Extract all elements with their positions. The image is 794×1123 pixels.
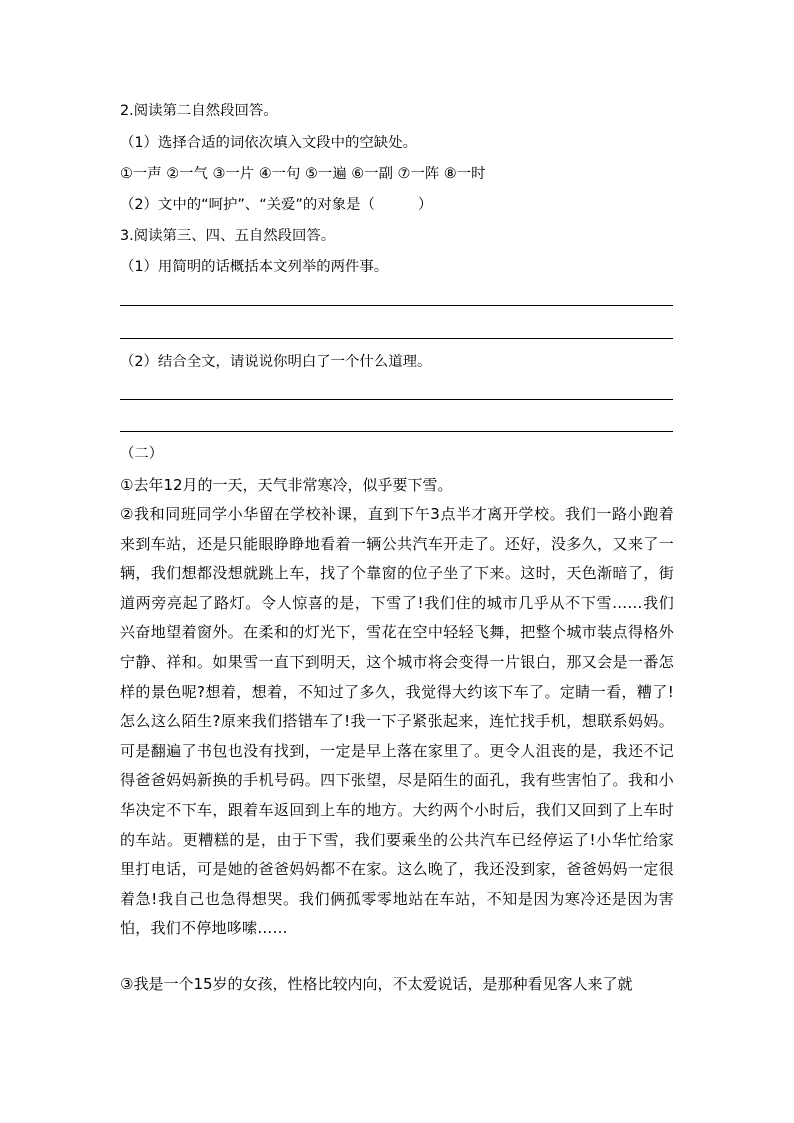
answer-line[interactable] [120, 305, 673, 306]
question-3-2: （2）结合全文，请说说你明白了一个什么道理。 [120, 354, 432, 370]
question-2-options: ①一声 ②一气 ③一片 ④一句 ⑤一遍 ⑥一副 ⑦一阵 ⑧一时 [120, 166, 486, 182]
passage-paragraph-1: ①去年12月的一天，天气非常寒冷，似乎要下雪。 [120, 476, 453, 494]
question-2-title: 2.阅读第二自然段回答。 [120, 103, 278, 119]
question-2-1: （1）选择合适的词依次填入文段中的空缺处。 [120, 135, 417, 151]
passage-heading: （二） [120, 446, 164, 462]
answer-line[interactable] [120, 399, 673, 400]
answer-line[interactable] [120, 338, 673, 339]
passage-paragraph-3: ③我是一个15岁的女孩，性格比较内向，不太爱说话，是那种看见客人来了就 [120, 975, 633, 993]
question-3-title: 3.阅读第三、四、五自然段回答。 [120, 228, 336, 244]
passage-paragraph-2: ②我和同班同学小华留在学校补课，直到下午3点半才离开学校。我们一路小跑着来到车站，还是只能眼睁睁地看着一辆公共汽车开走了。还好，没多久，又来了一辆，我们想都没想就跳上车，找了个靠窗的位子坐了下来。这时，天色渐暗了，街道两旁亮起了路灯。令人惊喜的是，下雪了!我们住的城市几乎从不下雪……我们兴奋地望着窗外。在柔和的灯光下，雪花在空中轻轻飞舞，把整个城市装点得格外宁静、祥和。如果雪一直下到明天，这个城市将会变得一片银白，那又会是一番怎样的景色呢?想着，想着，不知过了多久，我觉得大约该下车了。定睛一看，糟了!怎么这么陌生?原来我们搭错车了!我一下子紧张起来，连忙找手机，想联系妈妈。可是翻遍了书包也没有找到，一定是早上落在家里了。更令人沮丧的是，我还不记得爸爸妈妈新换的手机号码。四下张望，尽是陌生的面孔，我有些害怕了。我和小华决定不下车，跟着车返回到上车的地方。大约两个小时后，我们又回到了上车时的车站。更糟糕的是，由于下雪，我们要乘坐的公共汽车已经停运了!小华忙给家里打电话，可是她的爸爸妈妈都不在家。这么晚了，我还没到家，爸爸妈妈一定很着急!我自己也急得想哭。我们俩孤零零地站在车站，不知是因为寒冷还是因为害怕，我们不停地哆嗦…… [120, 505, 674, 938]
question-3-1: （1）用简明的话概括本文列举的两件事。 [120, 259, 389, 275]
question-2-2: （2）文中的“呵护”、“关爱”的对象是（ ） [120, 197, 433, 213]
answer-line[interactable] [120, 431, 673, 432]
